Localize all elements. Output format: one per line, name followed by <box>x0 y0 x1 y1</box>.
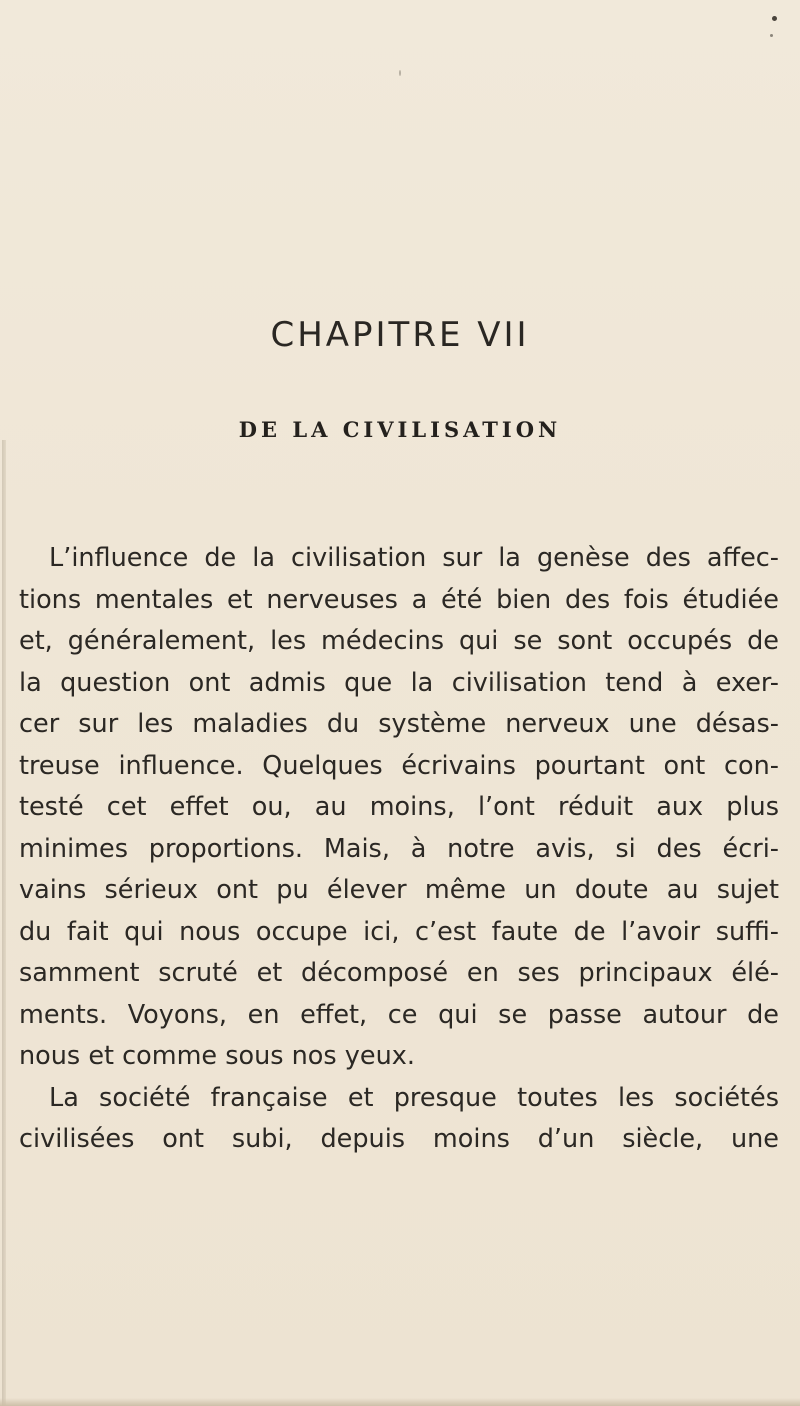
text-line: nous et comme sous nos yeux. <box>19 1041 415 1071</box>
text-line: tions mentales et nerveuses a été bien des fois étudiée <box>19 584 779 615</box>
text-line: et, généralement, les médecins qui se sont occupés de <box>19 626 779 656</box>
text-line: samment scruté et décomposé en ses principaux élé- <box>19 958 779 988</box>
text-line: La société française et presque toutes les sociétés <box>49 1082 779 1113</box>
text-line: minimes proportions. Mais, à notre avis, si des écri- <box>19 833 779 864</box>
text-line: ments. Voyons, en effet, ce qui se passe autour de <box>19 999 779 1030</box>
body-paragraphs <box>19 538 779 1161</box>
chapter-heading: CHAPITRE VII <box>270 315 530 355</box>
ink-speck <box>772 16 777 21</box>
ink-speck <box>770 34 773 37</box>
text-line: treuse influence. Quelques écrivains pourtant ont con- <box>19 750 779 781</box>
text-line: la question ont admis que la civilisation tend à exer- <box>19 667 779 698</box>
page-gutter-edge <box>2 440 6 1406</box>
text-line: L’influence de la civilisation sur la genèse des affec- <box>49 543 779 573</box>
text-line: du fait qui nous occupe ici, c’est faute de l’avoir suffi- <box>19 916 779 947</box>
chapter-subheading: DE LA CIVILISATION <box>238 417 562 442</box>
text-line: civilisées ont subi, depuis moins d’un siècle, une <box>19 1124 779 1154</box>
text-line: testé cet effet ou, au moins, l’ont réduit aux plus <box>19 792 779 822</box>
ink-speck <box>399 70 401 76</box>
page-bottom-edge <box>0 1398 800 1406</box>
text-line: cer sur les maladies du système nerveux une désas- <box>19 709 779 739</box>
text-line: vains sérieux ont pu élever même un doute au sujet <box>19 875 779 905</box>
